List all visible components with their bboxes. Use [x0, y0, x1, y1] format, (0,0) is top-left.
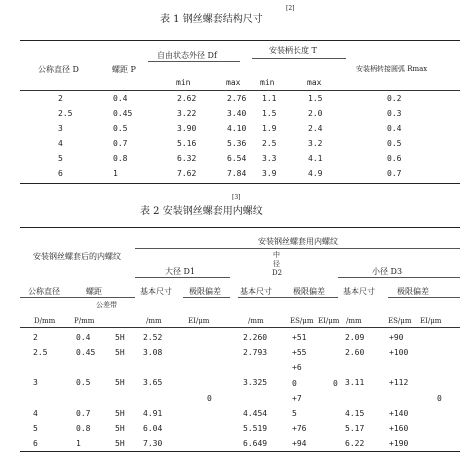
table1-cell-bend-radius: 0.4	[387, 124, 402, 133]
table1-cell-install-length-min: 2.5	[262, 139, 277, 148]
table2-cell-minor-basic-size: 6.22	[345, 439, 365, 448]
table1-header-free-od-max: max	[226, 78, 241, 87]
table1-cell-bend-radius: 0.7	[387, 169, 402, 178]
table1-cell-pitch: 0.45	[113, 109, 133, 118]
table2-major-dev-rule	[183, 297, 230, 298]
table1-cell-install-length-max: 2.0	[308, 109, 323, 118]
table2-cell-pitch-basic-size: 2.793	[243, 348, 268, 357]
table2-cell-minor-es: +160	[389, 424, 409, 433]
table1-cell-install-length-min: 3.9	[262, 169, 277, 178]
table1-cell-install-length-max: 2.4	[308, 124, 323, 133]
table2-unit-p: P/mm	[74, 317, 95, 325]
table1-title: 表 1 钢丝螺套结构尺寸	[160, 14, 263, 25]
table1-cell-nominal-diameter: 5	[58, 154, 63, 163]
table2-header-pitch: 螺距	[86, 287, 102, 296]
table2-unit-pitch-es: ES/μm	[290, 317, 314, 325]
table2-header-minor-limit-dev: 极限偏差	[397, 287, 429, 296]
table2-cell-minor-basic-size: 2.09	[345, 333, 365, 342]
table1-cell-free-od-min: 6.32	[177, 154, 197, 163]
table2-header-major-limit-dev: 极限偏差	[189, 287, 221, 296]
table2-header-pitch-dia-line1: 中	[273, 251, 280, 259]
table2-header-pitch-limit-dev: 极限偏差	[293, 287, 325, 296]
table2-cell-pitch-basic-size: 6.649	[243, 439, 268, 448]
table2-pitch-rule	[238, 297, 338, 298]
table1-cell-nominal-diameter: 2	[58, 94, 63, 103]
table1-cell-install-length-max: 1.5	[308, 94, 323, 103]
table2-header-installed-thread: 安装钢丝螺套后的内螺纹	[33, 252, 121, 261]
table2-cell-minor-es: +90	[389, 333, 404, 342]
table2-title: 表 2 安装钢丝螺套用内螺纹	[140, 206, 263, 217]
table1-cell-free-od-min: 3.22	[177, 109, 197, 118]
table2-cell-nominal-diameter: 2	[33, 333, 38, 342]
table2-cell-tolerance-band: 5H	[115, 333, 125, 342]
table2-header-pitch-dia-line2: 径	[273, 260, 280, 268]
table2-cell-pitch-es: +76	[292, 424, 307, 433]
table2-minor-dev-rule	[388, 297, 460, 298]
table1-header-pitch: 螺距 P	[112, 65, 136, 74]
table1-header-free-od-min: min	[176, 78, 191, 87]
table2-cell-pitch-es: +51	[292, 333, 307, 342]
table1-cell-pitch: 0.5	[113, 124, 128, 133]
table2-cell-nominal-diameter: 2.5	[33, 348, 48, 357]
table2-top-rule	[20, 227, 460, 228]
table1-header-bend-radius: 安装柄转接圆弧 Rmax	[356, 65, 428, 73]
table1-cell-nominal-diameter: 3	[58, 124, 63, 133]
table2-cell-tolerance-band: 5H	[115, 378, 125, 387]
table1-cell-install-length-max: 4.9	[308, 169, 323, 178]
table2-unit-minor-ei: EI/μm	[420, 317, 442, 325]
table2-header-major-basic-size: 基本尺寸	[140, 287, 172, 296]
table2-cell-pitch-basic-size: 3.325	[243, 378, 268, 387]
table2-cell-tolerance-band: 5H	[115, 439, 125, 448]
table2-header-pitch-basic-size: 基本尺寸	[240, 287, 272, 296]
table1-cell-nominal-diameter: 6	[58, 169, 63, 178]
table1-cell-free-od-max: 3.40	[227, 109, 247, 118]
table1-bottom-rule	[20, 183, 460, 184]
table1-header-free-od: 自由状态外径 Df	[157, 51, 217, 60]
table1-header-install-length-min: min	[260, 78, 275, 87]
table1-top-rule	[20, 40, 460, 41]
table2-bottom-rule	[20, 451, 460, 452]
table1-cell-install-length-max: 4.1	[308, 154, 323, 163]
table1-cell-free-od-min: 3.90	[177, 124, 197, 133]
table2-minor-rule	[338, 277, 460, 278]
table1-cell-pitch: 0.8	[113, 154, 128, 163]
table2-cell-pitch: 1	[76, 439, 81, 448]
table2-cell-pitch: 0.7	[76, 409, 91, 418]
table2-header-rule	[20, 327, 460, 328]
table1-cell-pitch: 0.4	[113, 94, 128, 103]
table2-major-rule	[135, 277, 230, 278]
table2-group-rule	[135, 248, 460, 249]
table2-cell-major-basic-size: 3.65	[143, 378, 163, 387]
table2-cell-pitch-ei: 0	[333, 379, 338, 388]
table2-cell-pitch: 0.8	[76, 424, 91, 433]
table2-unit-minor: /mm	[346, 317, 362, 325]
table2-cell-minor-basic-size: 3.11	[345, 378, 365, 387]
table2-left-subrule	[20, 297, 135, 298]
table1-cell-bend-radius: 0.5	[387, 139, 402, 148]
table1-cell-pitch: 1	[113, 169, 118, 178]
table2-unit-major: /mm	[146, 317, 162, 325]
table2-header-pitch-dia-line3: D2	[272, 269, 283, 277]
table1-cell-nominal-diameter: 2.5	[58, 109, 73, 118]
table2-cell-major-ei: 0	[207, 394, 212, 403]
table2-header-tolerance-band: 公差带	[96, 301, 117, 309]
table1-cell-install-length-min: 1.1	[262, 94, 277, 103]
table2-cell-pitch: 0.4	[76, 333, 91, 342]
table1-cell-free-od-min: 2.62	[177, 94, 197, 103]
table2-cell-major-basic-size: 4.91	[143, 409, 163, 418]
table2-header-minor-diameter: 小径 D3	[372, 267, 403, 276]
table2-cell-minor-basic-size: 4.15	[345, 409, 365, 418]
table1-header-install-length: 安装柄长度 T	[269, 46, 317, 55]
table1-cell-install-length-min: 1.9	[262, 124, 277, 133]
table2-cell-pitch-es-part: +6	[292, 363, 302, 372]
table1-cell-bend-radius: 0.2	[387, 94, 402, 103]
table1-subheader-rule-2	[252, 58, 346, 59]
table1-cell-bend-radius: 0.6	[387, 154, 402, 163]
table1-cell-pitch: 0.7	[113, 139, 128, 148]
table2-cell-major-basic-size: 2.52	[143, 333, 163, 342]
table2-cell-tolerance-band: 5H	[115, 409, 125, 418]
table1-header-install-length-max: max	[307, 78, 322, 87]
table2-cell-pitch-es: +94	[292, 439, 307, 448]
table2-cell-minor-es: +112	[389, 378, 409, 387]
table1-cell-free-od-min: 7.62	[177, 169, 197, 178]
table1-cell-install-length-min: 3.3	[262, 154, 277, 163]
table2-header-minor-basic-size: 基本尺寸	[343, 287, 375, 296]
table2-cell-nominal-diameter: 5	[33, 424, 38, 433]
table2-cell-nominal-diameter: 4	[33, 409, 38, 418]
table2-unit-minor-es: ES/μm	[388, 317, 412, 325]
table2-cell-pitch-es: +55	[292, 348, 307, 357]
table2-cell-minor-ei: 0	[437, 394, 442, 403]
table2-cell-pitch-es-part: 0	[292, 379, 297, 388]
table2-cell-minor-es: +140	[389, 409, 409, 418]
table1-cell-install-length-min: 1.5	[262, 109, 277, 118]
table1-cell-free-od-min: 5.16	[177, 139, 197, 148]
table2-cell-minor-basic-size: 2.60	[345, 348, 365, 357]
table2-cell-minor-es: +100	[389, 348, 409, 357]
table2-cell-nominal-diameter: 6	[33, 439, 38, 448]
table2-cell-nominal-diameter: 3	[33, 378, 38, 387]
table2-cell-tolerance-band: 5H	[115, 424, 125, 433]
table2-cell-major-basic-size: 7.30	[143, 439, 163, 448]
table2-cell-minor-basic-size: 5.17	[345, 424, 365, 433]
table1-cell-free-od-max: 6.54	[227, 154, 247, 163]
table1-cell-free-od-max: 4.10	[227, 124, 247, 133]
table2-cell-pitch-basic-size: 2.260	[243, 333, 268, 342]
table2-unit-major-ei: EI/μm	[188, 317, 210, 325]
table1-subheader-rule-1	[148, 61, 240, 62]
table2-cell-tolerance-band: 5H	[115, 348, 125, 357]
table1-cell-free-od-max: 5.36	[227, 139, 247, 148]
table2-header-nominal-diameter: 公称直径	[28, 287, 60, 296]
table2-unit-pitch-ei: EI/μm	[318, 317, 340, 325]
table2-header-install-thread: 安装钢丝螺套用内螺纹	[258, 237, 338, 246]
table2-cell-pitch: 0.5	[76, 378, 91, 387]
table2-unit-d: D/mm	[34, 317, 56, 325]
table2-unit-pitch: /mm	[248, 317, 264, 325]
table1-cell-install-length-max: 3.2	[308, 139, 323, 148]
table1-cell-nominal-diameter: 4	[58, 139, 63, 148]
table2-header-major-diameter: 大径 D1	[165, 267, 196, 276]
table2-reference: [3]	[232, 194, 241, 201]
table2-cell-major-basic-size: 3.08	[143, 348, 163, 357]
table2-cell-pitch-es-part: +7	[292, 394, 302, 403]
table1-header-rule	[20, 90, 460, 91]
table2-cell-pitch: 0.45	[76, 348, 96, 357]
table2-cell-minor-es: +190	[389, 439, 409, 448]
table2-cell-major-basic-size: 6.04	[143, 424, 163, 433]
table1-reference: [2]	[286, 5, 295, 12]
table2-cell-pitch-basic-size: 4.454	[243, 409, 268, 418]
table1-cell-free-od-max: 7.84	[227, 169, 247, 178]
table1-cell-bend-radius: 0.3	[387, 109, 402, 118]
table2-cell-pitch-es: 5	[292, 409, 297, 418]
table1-cell-free-od-max: 2.76	[227, 94, 247, 103]
table1-header-nominal-diameter: 公称直径 D	[38, 65, 79, 74]
table2-cell-pitch-basic-size: 5.519	[243, 424, 268, 433]
